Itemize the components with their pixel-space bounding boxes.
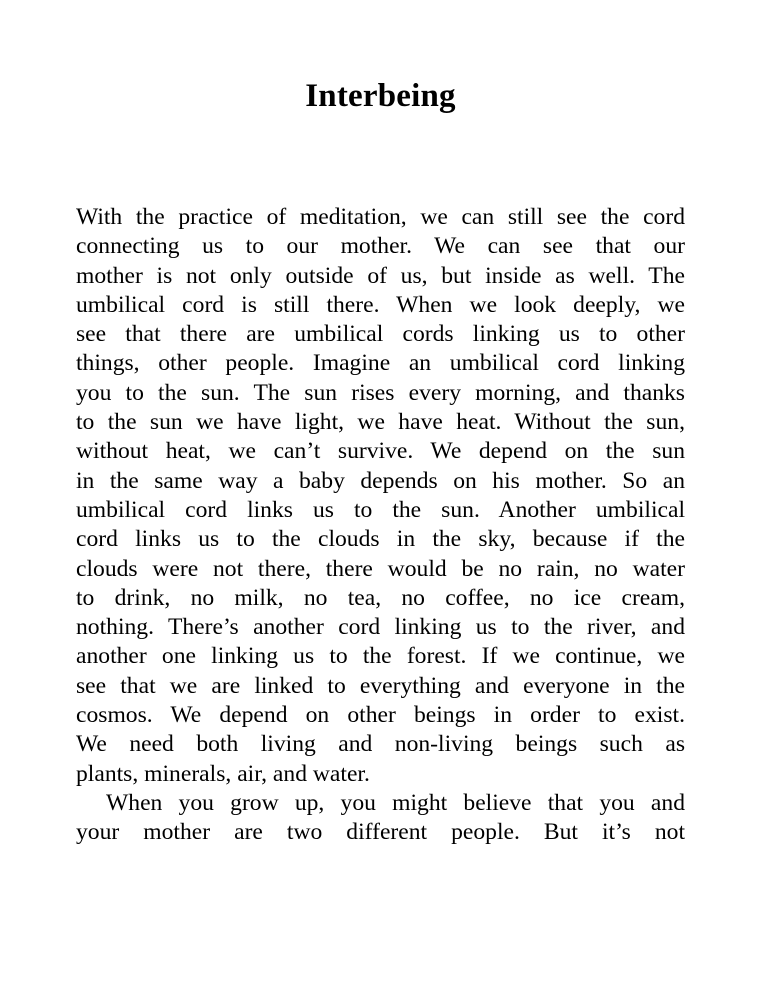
text-line: cord links us to the clouds in the sky, because if the: [76, 526, 685, 553]
text-line: you to the sun. The sun rises every morning, and thanks: [76, 379, 685, 406]
text-line: your mother are two different people. But it’s not: [76, 819, 685, 846]
text-line: nothing. There’s another cord linking us to the river, and: [76, 614, 685, 641]
text-line: see that there are umbilical cords linking us to other: [76, 321, 685, 348]
text-line: cosmos. We depend on other beings in order to exist.: [76, 702, 685, 729]
text-line: see that we are linked to everything and everyone in the: [76, 672, 685, 699]
text-line: things, other people. Imagine an umbilical cord linking: [76, 350, 685, 377]
text-line: mother is not only outside of us, but inside as well. The: [76, 262, 685, 289]
text-line: When you grow up, you might believe that you and: [106, 789, 685, 816]
body-text: [76, 203, 685, 848]
text-line: in the same way a baby depends on his mother. So an: [76, 467, 685, 494]
text-line: With the practice of meditation, we can still see the cord: [76, 204, 685, 230]
text-line: connecting us to our mother. We can see that our: [76, 233, 685, 260]
text-line: without heat, we can’t survive. We depend on the sun: [76, 438, 685, 465]
text-line: clouds were not there, there would be no rain, no water: [76, 555, 685, 582]
text-line: to drink, no milk, no tea, no coffee, no ice cream,: [76, 584, 685, 611]
text-line: another one linking us to the forest. If we continue, we: [76, 643, 685, 670]
text-line: umbilical cord is still there. When we look deeply, we: [76, 291, 685, 318]
text-line: to the sun we have light, we have heat. Without the sun,: [76, 409, 685, 436]
text-line: plants, minerals, air, and water.: [76, 760, 370, 787]
text-line: umbilical cord links us to the sun. Another umbilical: [76, 496, 685, 523]
text-line: We need both living and non-living beings such as: [76, 731, 685, 758]
chapter-title: Interbeing: [305, 78, 456, 114]
